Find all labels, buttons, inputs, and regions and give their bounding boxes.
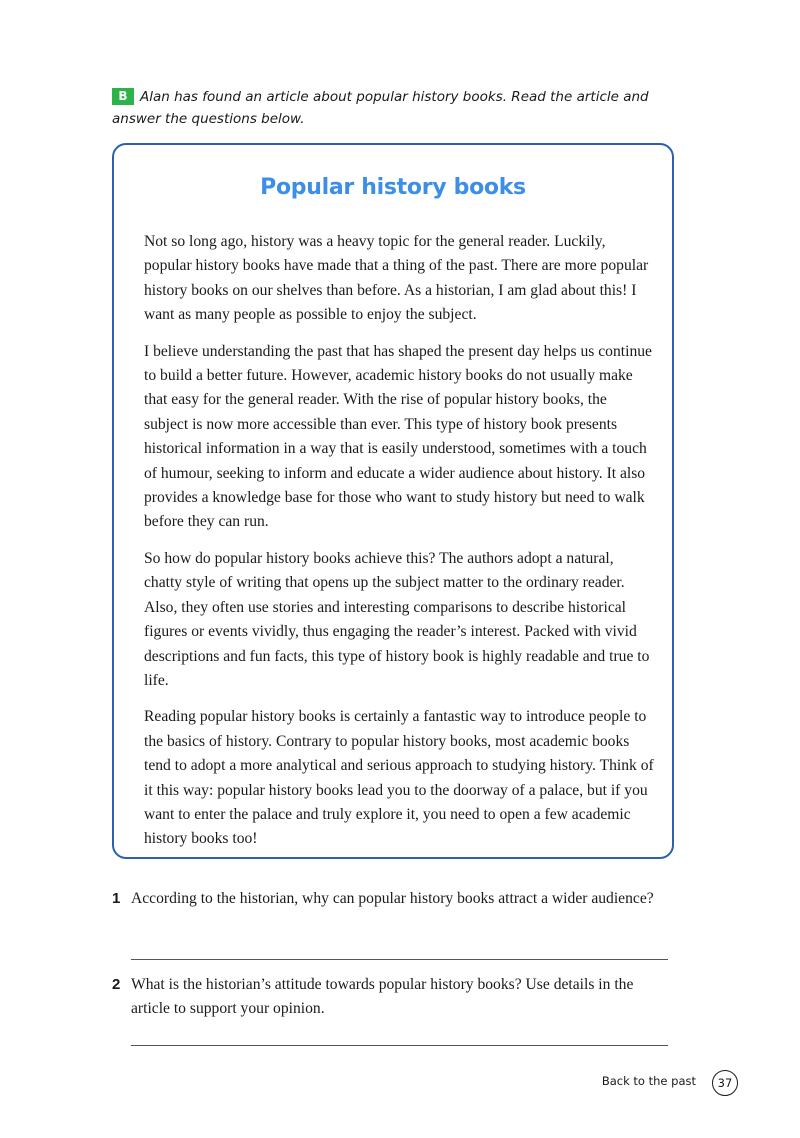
article-paragraph: So how do popular history books achieve this? The authors adopt a natural, chatty style of writing that opens up the subject matter to the ordinary reader. Also, they often use stories and interesting comparisons to describe historical figures or events vividly, thus engaging the reader’s interest. Packed with vivid descriptions and fun facts, this type of history book is highly readable and true to life.	[144, 549, 650, 689]
question-1	[112, 887, 672, 911]
article-box	[112, 143, 674, 859]
article-paragraph: I believe understanding the past that has shaped the present day helps us continue to build a better future. However, academic history books do not usually make that easy for the general reader. With the rise of popular history books, the subject is now more accessible than ever. This type of history book presents historical information in a way that is easily understood, sometimes with a touch of humour, seeking to inform and educate a wider audience about history. It also provides a knowledge base for those who want to study history but need to walk before they can run.	[144, 342, 652, 531]
article-title: Popular history books	[260, 175, 526, 200]
task-instruction	[112, 86, 682, 130]
question-text: What is the historian’s attitude towards popular history books? Use details in the article to support your opinion.	[131, 976, 634, 1017]
section-title: Back to the past	[601, 1074, 696, 1088]
article-paragraph: Not so long ago, history was a heavy topic for the general reader. Luckily, popular history books have made that a thing of the past. There are more popular history books on our shelves than before. As a historian, I am glad about this! I want as many people as possible to enjoy the subject.	[144, 233, 649, 324]
question-2	[112, 973, 672, 1021]
answer-line-2[interactable]	[131, 1045, 668, 1046]
article-paragraph: Reading popular history books is certainly a fantastic way to introduce people to the basics of history. Contrary to popular history books, most academic books tend to adopt a more analytical and serious approach to studying history. Think of it this way: popular history books lead you to the doorway of a palace, but if you want to enter the palace and truly explore it, you need to open a few academic history books too!	[144, 708, 654, 848]
task-instruction-text: Alan has found an article about popular history books. Read the article and answer the questions below.	[112, 89, 649, 127]
page-number: 37	[712, 1070, 738, 1096]
question-text: According to the historian, why can popular history books attract a wider audience?	[131, 890, 654, 907]
task-badge: B	[112, 88, 134, 105]
question-number: 1	[112, 890, 121, 907]
article-body	[144, 230, 654, 864]
answer-line-1[interactable]	[131, 959, 668, 960]
question-number: 2	[112, 976, 121, 993]
